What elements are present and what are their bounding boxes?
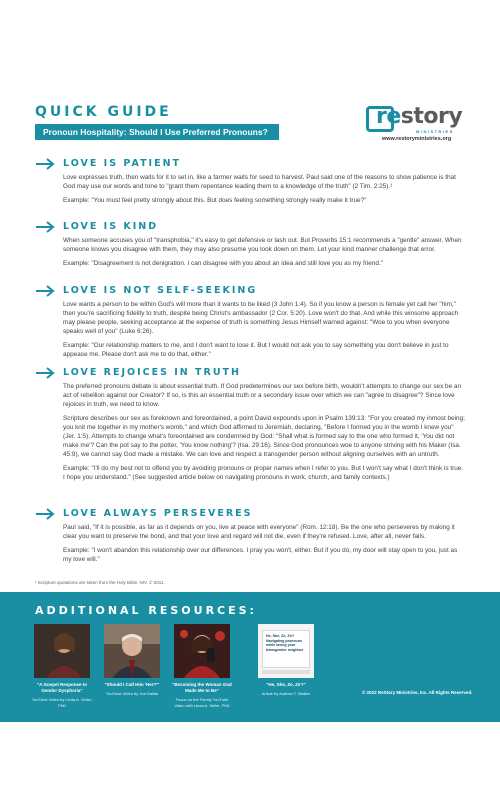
- section-love-rejoices-in-truth: [35, 366, 465, 482]
- resource-item[interactable]: [254, 624, 318, 697]
- resource-source: Article by Andrew T. Walker: [261, 691, 311, 696]
- resource-title: "A Gospel Response to Gender Dysphoria": [37, 682, 87, 693]
- arrow-icon: [35, 366, 59, 380]
- section-love-always-perseveres: [35, 507, 465, 564]
- website-url[interactable]: www.restoryministries.org: [382, 136, 452, 142]
- resource-source: YouTube Video by Joe Dallas: [105, 691, 159, 696]
- copyright: © 2022 ReStory Ministries, Inc. All Rights Reserved.: [362, 690, 473, 695]
- additional-resources: [0, 592, 500, 722]
- page-subtitle: Pronoun Hospitality: Should I Use Preferred Pronouns?: [35, 124, 279, 140]
- arrow-icon: [35, 284, 59, 298]
- section-paragraph: The preferred pronouns debate is about essential truth. If God predetermines our sex before birth, wouldn't attempts to change our sex be an act of rebellion against our Creator? If so, is this an essential truth or a secondary issue over which we can "agree to disagree"? Since love rejoices in truth, we need to know.: [63, 383, 462, 408]
- section-love-is-kind: [35, 220, 465, 268]
- article-footer-bar: [262, 670, 310, 674]
- section-paragraph: Love expresses truth, then waits for it to set in, like a farmer waits for seed to harvest. Paul said one of the reasons to show patience is that God may use our words and tone to "grant them repentance leading them to a knowledge of the truth" (2 Tim. 2:25).¹: [63, 174, 456, 190]
- logo-ministries: MINISTRIES: [416, 129, 454, 134]
- video-thumbnail-image: [174, 624, 230, 678]
- page-title: QUICK GUIDE: [35, 104, 172, 120]
- resource-title: "He, She, Ze, Zir?": [266, 682, 306, 687]
- section-title: LOVE REJOICES IN TRUTH: [63, 367, 241, 378]
- video-thumbnail[interactable]: [104, 624, 160, 678]
- section-title: LOVE IS KIND: [63, 221, 159, 232]
- article-thumbnail[interactable]: [258, 624, 314, 678]
- section-example: Example: "Our relationship matters to me, and I don't want to lose it. But I would not ask you to say something you don't believe in just to appease me. Please don't ask me to do that, either.": [63, 342, 449, 358]
- section-example: Example: "I won't abandon this relationship over our differences. I pray you won't, either. But if you do, my door will stay open to you, just as my love will.": [63, 547, 458, 563]
- arrow-icon: [35, 220, 59, 234]
- section-paragraph: Love wants a person to be within God's will more than it wants to be liked (3 John 1:4). So if you know a person is female yet call her "him," then you're sacrificing fidelity to truth, despite being Christ's ambassador (2 Cor. 5:20). Love won't do that. And while this winsome approach may please people, seeking acceptance at the expense of truth is something Jesus Himself warned against: "Woe to you when everyone speaks well of you" (Luke 6:26).: [63, 301, 459, 335]
- video-thumbnail[interactable]: [174, 624, 230, 678]
- resource-item[interactable]: [100, 624, 164, 697]
- section-example: Example: "You must feel pretty strongly about this. But does feeling something strongly really make it true?": [63, 197, 367, 204]
- resource-title: "Should I Call Him 'Her?'": [104, 682, 160, 687]
- article-thumbnail-text: He, She, Ze, Zir? Navigating pronouns while loving your transgender neighbor: [266, 634, 304, 652]
- video-thumbnail-image: [104, 624, 160, 678]
- resources-title: ADDITIONAL RESOURCES:: [35, 604, 257, 617]
- section-paragraph: When someone accuses you of "transphobia," it's easy to get defensive or lash out. But Proverbs 15:1 recommends a "gentle" answer. When someone knows you disagree with them, they may also presume you look down on them. Let your kind manner challenge that error.: [63, 237, 462, 253]
- resource-source: Focus on the Family YouTube Video with Linda A. Seiler, PhD: [174, 697, 230, 708]
- video-thumbnail-image: [34, 624, 90, 678]
- section-title: LOVE IS NOT SELF-SEEKING: [63, 285, 258, 296]
- arrow-icon: [35, 507, 59, 521]
- resource-title: "Becoming the Woman God Made Me to Be": [172, 682, 232, 693]
- section-title: LOVE ALWAYS PERSEVERES: [63, 508, 253, 519]
- resource-source: YouTube Video by Linda A. Seiler, PhD: [31, 697, 93, 708]
- section-paragraph: Paul said, "If it is possible, as far as it depends on you, live at peace with everyone" (Rom. 12:18). Be the one who perseveres by making it clear you want to preserve the bond, and that your love and regard will not die, even if they're refused. Love, after all, never fails.: [63, 524, 455, 540]
- resource-item[interactable]: [170, 624, 234, 708]
- footnote: ¹ Scripture quotations are taken from the Holy Bible, NIV. © 2011.: [35, 580, 165, 585]
- arrow-icon: [35, 157, 59, 171]
- video-thumbnail[interactable]: [34, 624, 90, 678]
- section-title: LOVE IS PATIENT: [63, 158, 182, 169]
- section-example: Example: "Disagreement is not denigration. I can disagree with you about an idea and still love you as my friend.": [63, 260, 383, 267]
- section-example: Example: "I'll do my best not to offend you by avoiding pronouns or proper names when I refer to you. But I won't say what I don't think is true. I hope you understand." (See suggested article below on navigating pronouns in work, church, and family contexts.): [63, 465, 464, 481]
- logo-wordmark: restory: [376, 104, 463, 129]
- section-love-is-not-self-seeking: [35, 284, 465, 359]
- section-love-is-patient: [35, 157, 465, 205]
- section-paragraph: Scripture describes our sex as foreknown and foreordained, a point David expounds upon in Psalm 139:13: "For you created my inmost being; you knit me together in my mother's womb," and which God affirmed to Jeremiah, declaring, "Before I formed you in the womb I knew you" (Jer. 1:5). Attempts to change what's foreordained are condemned by God: "Shall what is formed say to the one who formed it, 'You did not make me'? Can the pot say to the potter, 'You know nothing'? (Isa. 29:16). Since God pronounces woe to anyone striving with his Maker (Isa. 45:9), we cannot say God made a mistake. We can love and respect a transgender person without aligning ourselves with an untruth.: [63, 415, 465, 458]
- restory-logo: [366, 104, 466, 144]
- resource-item[interactable]: [30, 624, 94, 708]
